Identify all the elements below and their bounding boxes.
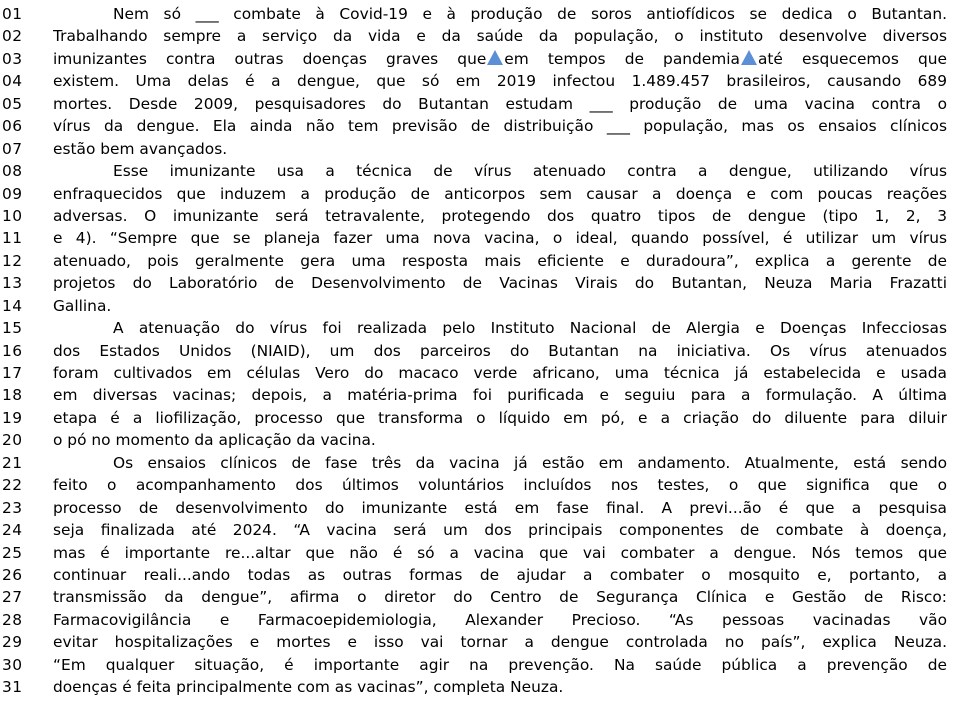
line-number: 20 — [2, 431, 23, 450]
text-line — [0, 160, 957, 182]
line-text: projetos do Laboratório de Desenvolvimento de Vacinas Virais do Butantan, Neuza Maria Frazatti — [53, 274, 947, 293]
text-document — [0, 3, 957, 699]
text-line — [0, 429, 957, 451]
line-number: 04 — [2, 72, 23, 91]
line-text: Farmacovigilância e Farmacoepidemiologia, Alexander Precioso. “As pessoas vacinadas vão — [53, 610, 947, 629]
line-text: seja finalizada até 2024. “A vacina será um dos principais componentes de combate à doença, — [53, 521, 947, 540]
line-number: 21 — [2, 453, 23, 472]
text-line — [0, 317, 957, 339]
text-line — [0, 631, 957, 653]
line-number: 23 — [2, 498, 23, 517]
line-text: Trabalhando sempre a serviço da vida e da saúde da população, o instituto desenvolve diversos — [53, 27, 947, 46]
line-text: estão bem avançados. — [53, 139, 228, 158]
line-number: 02 — [2, 27, 23, 46]
line-text — [53, 48, 947, 70]
line-text: atenuado, pois geralmente gera uma resposta mais eficiente e duradoura”, explica a gerente de — [53, 251, 947, 270]
text-line — [0, 227, 957, 249]
text-line — [0, 272, 957, 294]
text-line — [0, 497, 957, 519]
line-text-segment: imunizantes contra outras doenças graves que — [53, 49, 487, 68]
line-text: o pó no momento da aplicação da vacina. — [53, 431, 376, 450]
line-text: foram cultivados em células Vero do macaco verde africano, uma técnica já estabelecida e usada — [53, 364, 947, 382]
line-number: 11 — [2, 229, 23, 248]
line-text: mas é importante re...altar que não é só a vacina que vai combater a dengue. Nós temos que — [53, 543, 947, 562]
line-text: continuar reali...ando todas as outras formas de ajudar a combater o mosquito e, portanto, a — [53, 565, 947, 584]
line-number: 24 — [2, 521, 23, 540]
line-text: Gallina. — [53, 296, 112, 315]
line-number: 28 — [2, 610, 23, 629]
line-number: 16 — [2, 341, 23, 360]
text-line — [0, 542, 957, 564]
text-line — [0, 25, 957, 47]
text-line — [0, 183, 957, 205]
line-text: transmissão da dengue”, afirma o diretor do Centro de Segurança Clínica e Gestão de Risco: — [53, 588, 947, 607]
text-line — [0, 407, 957, 429]
line-number: 09 — [2, 184, 23, 203]
line-text: Nem só ___ combate à Covid-19 e à produção de soros antiofídicos se dedica o Butantan. — [113, 5, 947, 23]
line-text: evitar hospitalizações e mortes e isso vai tornar a dengue controlada no país”, explica Neuza. — [53, 633, 947, 652]
text-line — [0, 3, 957, 25]
line-text: vírus da dengue. Ela ainda não tem previsão de distribuição ___ população, mas os ensaios clínicos — [53, 117, 947, 136]
line-number: 17 — [2, 364, 23, 382]
line-text-segment: até esquecemos que — [757, 49, 947, 68]
line-number: 01 — [2, 5, 23, 23]
text-line — [0, 340, 957, 362]
line-number: 14 — [2, 296, 23, 315]
text-line — [0, 609, 957, 631]
line-text-segment: em tempos de pandemia — [504, 49, 740, 68]
line-text: Os ensaios clínicos de fase três da vacina já estão em andamento. Atualmente, está sendo — [113, 453, 947, 472]
triangle-marker-icon — [741, 50, 757, 65]
line-number: 31 — [2, 678, 23, 697]
text-line — [0, 138, 957, 160]
line-number: 12 — [2, 251, 23, 270]
line-number: 25 — [2, 543, 23, 562]
text-line — [0, 519, 957, 541]
line-text: enfraquecidos que induzem a produção de anticorpos sem causar a doença e com poucas reações — [53, 184, 947, 203]
line-number: 26 — [2, 565, 23, 584]
line-text: adversas. O imunizante será tetravalente, protegendo dos quatro tipos de dengue (tipo 1, 2, 3 — [53, 206, 947, 225]
text-line — [0, 564, 957, 586]
text-line — [0, 48, 957, 70]
line-text: etapa é a liofilização, processo que transforma o líquido em pó, e a criação do diluente para diluir — [53, 408, 947, 427]
text-line — [0, 586, 957, 608]
text-line — [0, 654, 957, 676]
text-line — [0, 115, 957, 137]
line-number: 19 — [2, 408, 23, 427]
text-line — [0, 93, 957, 115]
line-number: 30 — [2, 655, 23, 674]
line-number: 03 — [2, 49, 23, 68]
line-number: 22 — [2, 476, 23, 495]
line-text: e 4). “Sempre que se planeja fazer uma nova vacina, o ideal, quando possível, é utilizar um vírus — [53, 229, 947, 248]
line-number: 13 — [2, 274, 23, 293]
text-line — [0, 384, 957, 406]
line-text: em diversas vacinas; depois, a matéria-prima foi purificada e seguiu para a formulação. A última — [53, 386, 947, 405]
text-line — [0, 362, 957, 384]
line-number: 15 — [2, 319, 23, 338]
line-number: 29 — [2, 633, 23, 652]
text-line — [0, 205, 957, 227]
text-line — [0, 452, 957, 474]
line-text: mortes. Desde 2009, pesquisadores do Butantan estudam ___ produção de uma vacina contra o — [53, 94, 947, 113]
line-text: doenças é feita principalmente com as vacinas”, completa Neuza. — [53, 678, 564, 697]
line-number: 10 — [2, 206, 23, 225]
line-text: feito o acompanhamento dos últimos voluntários incluídos nos testes, o que significa que o — [53, 476, 947, 495]
line-number: 07 — [2, 139, 23, 158]
line-text: processo de desenvolvimento do imunizante está em fase final. A previ...ão é que a pesquisa — [53, 498, 947, 517]
line-text: dos Estados Unidos (NIAID), um dos parceiros do Butantan na iniciativa. Os vírus atenuados — [53, 341, 947, 360]
line-number: 05 — [2, 94, 23, 113]
text-line — [0, 474, 957, 496]
line-number: 08 — [2, 162, 23, 181]
line-text: Esse imunizante usa a técnica de vírus atenuado contra a dengue, utilizando vírus — [113, 162, 947, 181]
line-text: A atenuação do vírus foi realizada pelo Instituto Nacional de Alergia e Doenças Infecciosas — [113, 319, 947, 338]
text-line — [0, 676, 957, 698]
line-number: 18 — [2, 386, 23, 405]
line-text: “Em qualquer situação, é importante agir na prevenção. Na saúde pública a prevenção de — [53, 655, 947, 674]
text-line — [0, 250, 957, 272]
text-line — [0, 295, 957, 317]
line-number: 06 — [2, 117, 23, 136]
line-number: 27 — [2, 588, 23, 607]
text-line — [0, 70, 957, 92]
line-text: existem. Uma delas é a dengue, que só em 2019 infectou 1.489.457 brasileiros, causando 689 — [53, 72, 947, 91]
triangle-marker-icon — [487, 50, 503, 65]
